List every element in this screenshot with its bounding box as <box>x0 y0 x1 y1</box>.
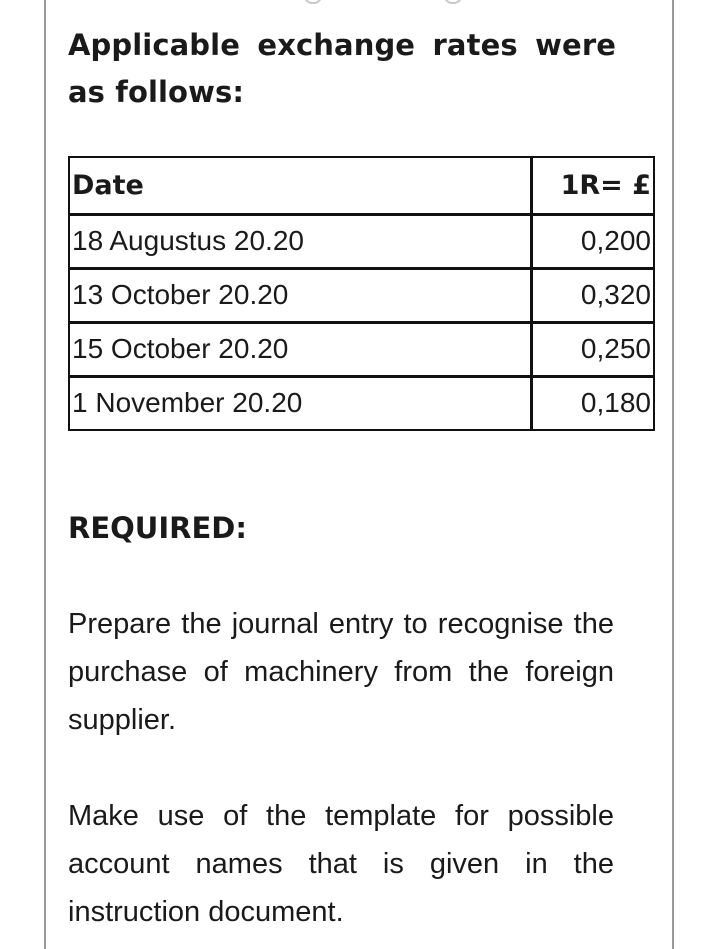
date-cell: 13 October 20.20 <box>69 268 531 322</box>
table-row <box>69 376 654 430</box>
instruction-paragraph-template: Make use of the template for possible account names that is given in the instruction document. <box>68 800 614 928</box>
decorative-arc <box>444 0 462 4</box>
decorative-arc <box>304 0 322 4</box>
date-cell: 18 Augustus 20.20 <box>69 214 531 268</box>
instruction-paragraph-journal: Prepare the journal entry to recognise the purchase of machinery from the foreign supplier. <box>68 608 614 736</box>
column-header-rate: 1R= £ <box>531 157 654 214</box>
table-row <box>69 322 654 376</box>
table-header-row <box>69 157 654 214</box>
date-cell: 15 October 20.20 <box>69 322 531 376</box>
exchange-rates-table <box>68 156 655 431</box>
table-row <box>69 268 654 322</box>
rate-cell: 0,200 <box>531 214 654 268</box>
rate-cell: 0,320 <box>531 268 654 322</box>
column-header-date: Date <box>69 157 531 214</box>
table-row <box>69 214 654 268</box>
date-cell: 1 November 20.20 <box>69 376 531 430</box>
rate-cell: 0,250 <box>531 322 654 376</box>
rate-cell: 0,180 <box>531 376 654 430</box>
document-page <box>44 0 674 949</box>
exchange-rates-heading: Applicable exchange rates were as follows: <box>68 28 616 109</box>
required-title: REQUIRED: <box>68 511 247 545</box>
